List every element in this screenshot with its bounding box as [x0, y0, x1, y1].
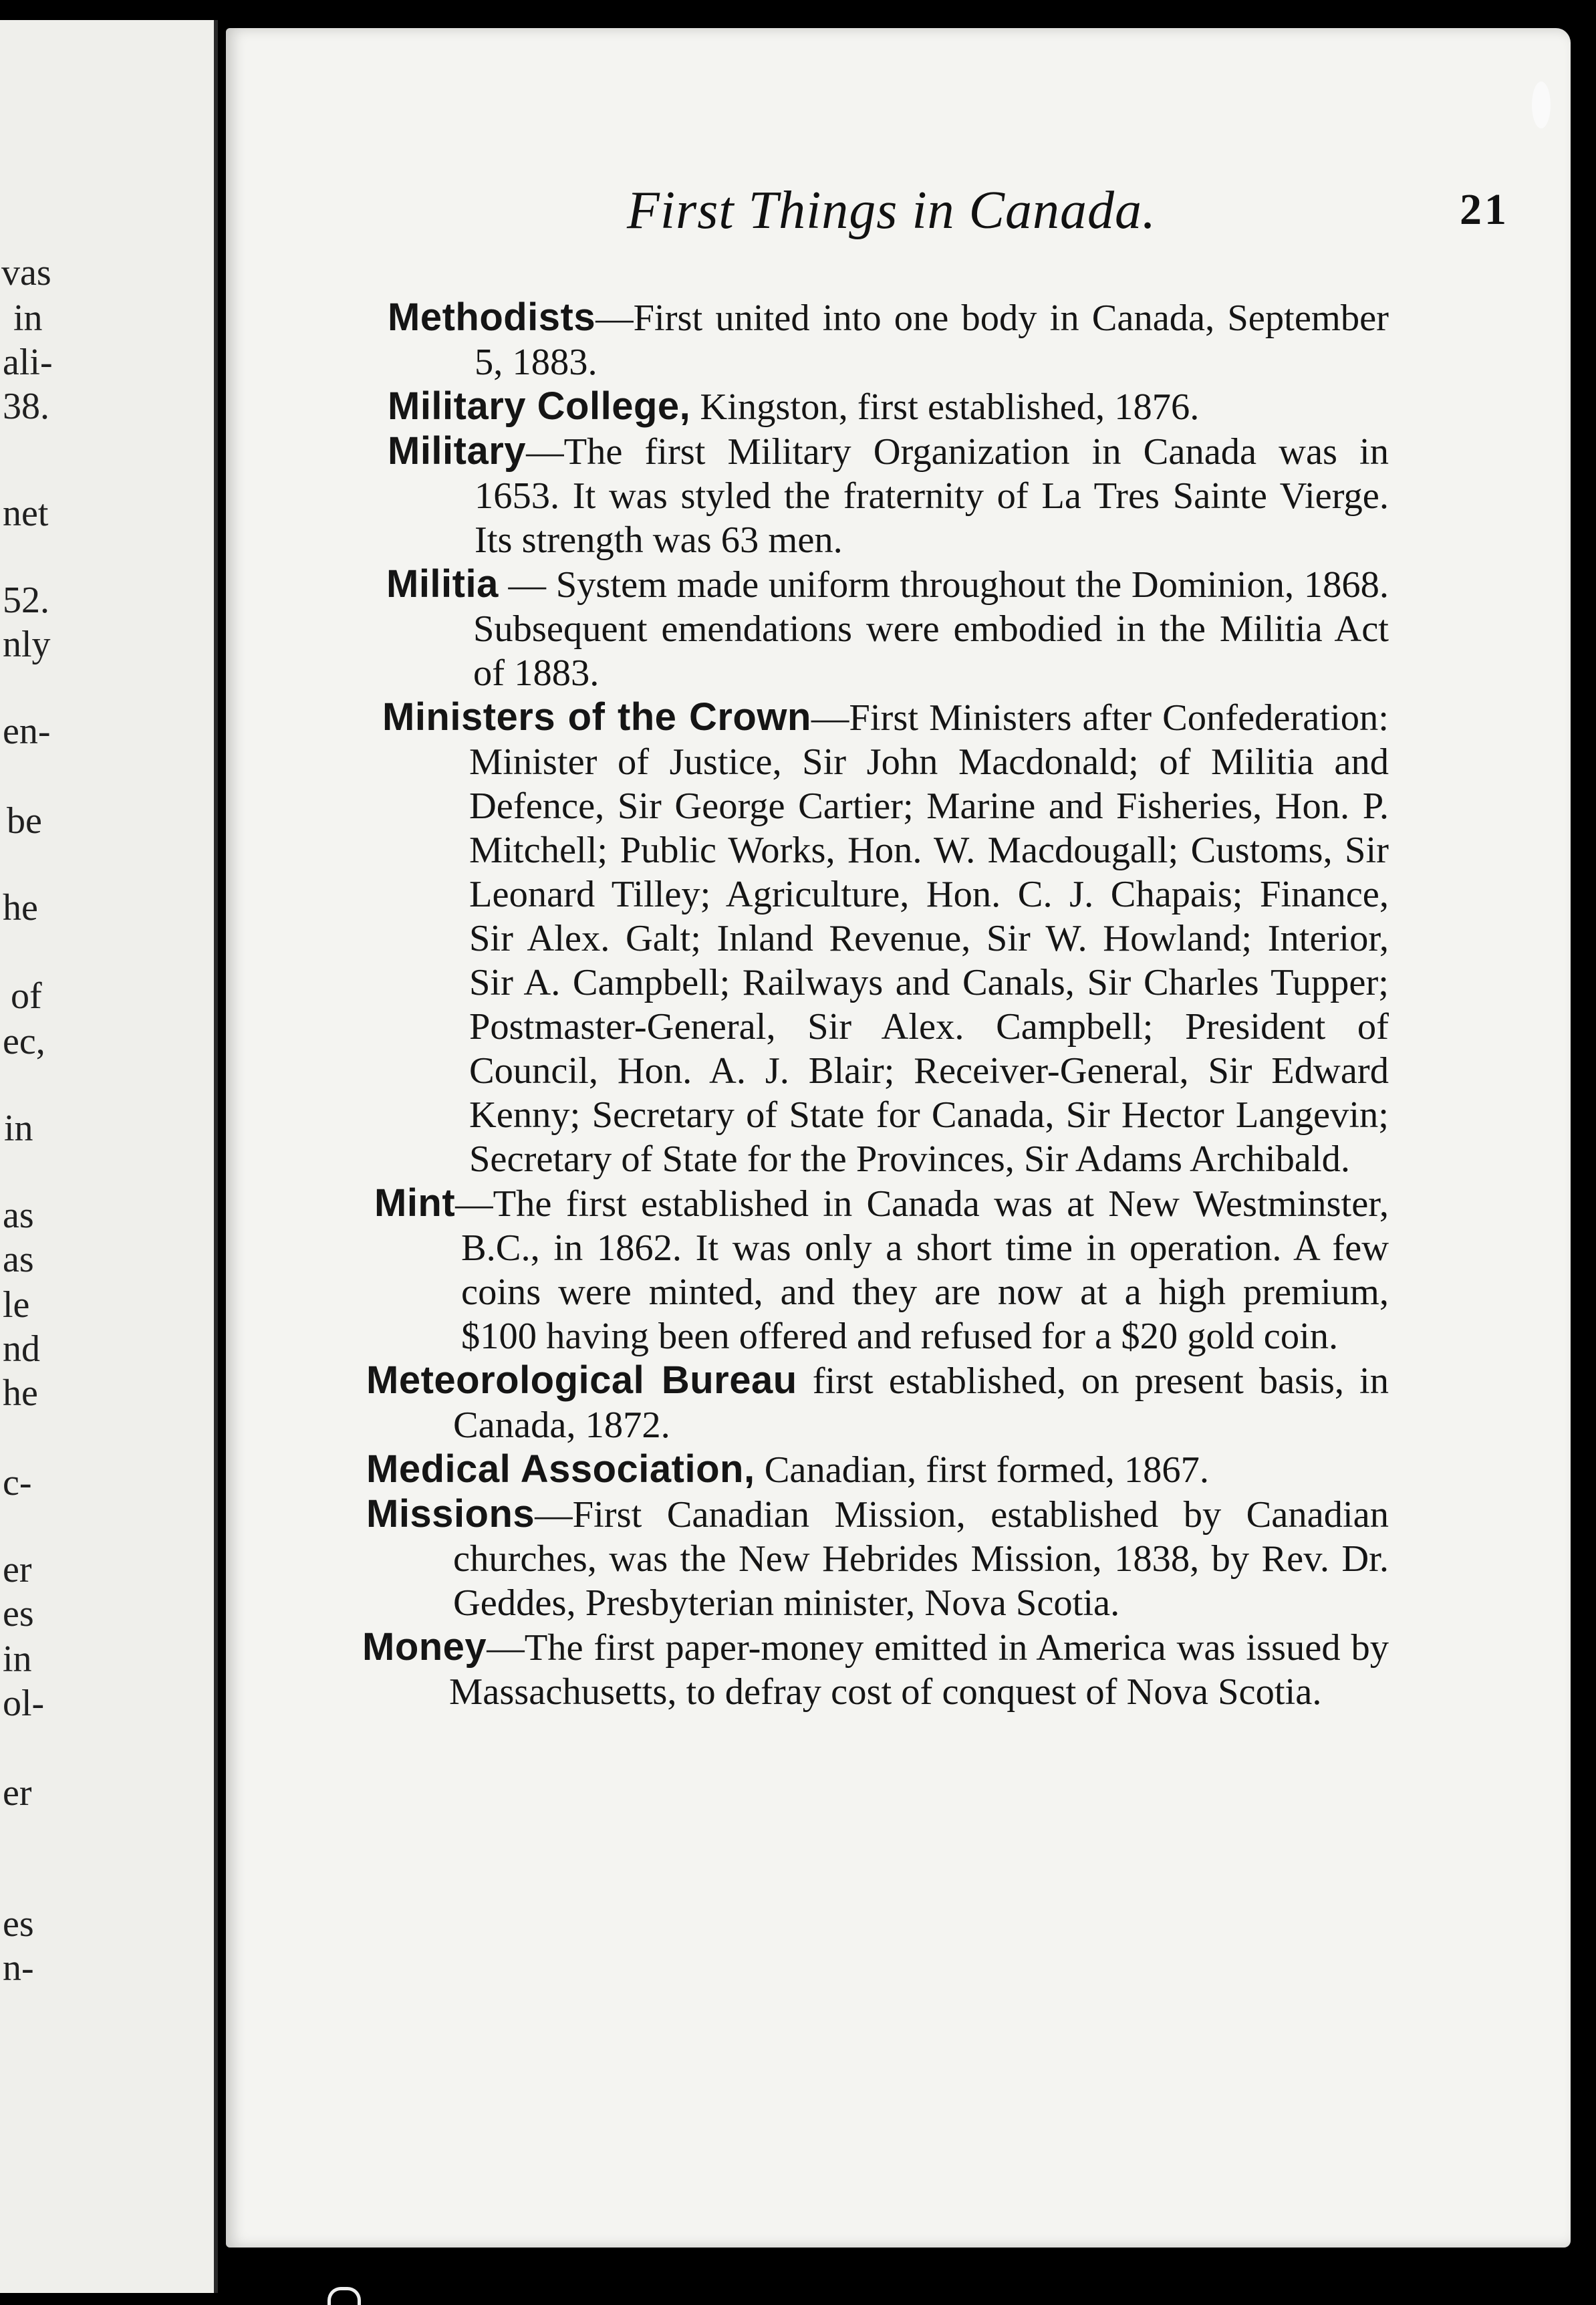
- page-edge-mark: [1532, 82, 1551, 128]
- entry-medical-association: [366, 1447, 1389, 1492]
- left-fragment: 38.: [3, 386, 49, 427]
- entry-headword: Methodists: [388, 295, 596, 339]
- entry-meteorological-bureau: [366, 1358, 1389, 1447]
- entry-methodists: [388, 295, 1389, 384]
- left-fragment: in: [3, 1639, 32, 1680]
- entry-headword: Medical Association,: [366, 1447, 755, 1491]
- running-head: [627, 180, 1536, 247]
- entry-missions: [366, 1492, 1389, 1625]
- entry-text: — System made uniform throughout the Dominion, 1868. Subsequent emendations were embodied in the Militia Act of 1883.: [473, 564, 1389, 694]
- left-fragment: he: [3, 1372, 38, 1414]
- left-fragment: in: [4, 1108, 33, 1149]
- left-fragment: he: [3, 887, 38, 929]
- left-fragment: in: [13, 297, 43, 339]
- left-fragment: c-: [3, 1462, 32, 1503]
- left-fragment: er: [3, 1549, 32, 1590]
- entry-text: —First Ministers after Confederation: Minister of Justice, Sir John Macdonald; of Militia and Defence, Sir George Cartier; Marine and Fisheries, Hon. P. Mitchell; Public Works, Hon. W. Macdougall; Customs, Sir Leonard Tilley; Agriculture, Hon. C. J. Chapais; Finance, Sir Alex. Galt; Inland Revenue, Sir W. Howland; Interior, Sir A. Campbell; Railways and Canals, Sir Charles Tupper; Postmaster-General, Sir Alex. Campbell; President of Council, Hon. A. J. Blair; Receiver-General, Sir Edward Kenny; Secretary of State for Canada, Sir Hector Langevin; Secretary of State for the Provinces, Sir Adams Archibald.: [469, 697, 1389, 1180]
- left-fragment: as: [3, 1239, 34, 1280]
- book-page: [226, 28, 1571, 2248]
- entry-text: Canadian, first formed, 1867.: [755, 1449, 1209, 1491]
- entry-headword: Military: [388, 429, 527, 473]
- entry-mint: [374, 1181, 1389, 1358]
- entry-text: Kingston, first established, 1876.: [690, 386, 1200, 428]
- left-fragment: ol-: [3, 1683, 45, 1724]
- left-fragment: le: [3, 1284, 30, 1326]
- entry-militia: [386, 562, 1389, 695]
- left-fragment: n-: [3, 1947, 34, 1989]
- left-fragment: nd: [3, 1328, 40, 1370]
- left-fragment: ali-: [3, 342, 53, 383]
- entry-headword: Money: [362, 1625, 487, 1669]
- left-fragment: er: [3, 1772, 32, 1814]
- running-title: First Things in Canada.: [627, 181, 1157, 240]
- scan-edge-mark: [327, 2287, 361, 2305]
- entry-text: first established, on present basis, in Canada, 1872.: [453, 1360, 1389, 1446]
- entry-headword: Militia: [386, 562, 499, 606]
- entry-text: —The first Military Organization in Canada was in 1653. It was styled the fraternity of La Tres Sainte Vierge. Its strength was 63 men.: [475, 431, 1389, 561]
- entry-ministers-of-the-crown: [382, 695, 1389, 1181]
- entry-text: —First Canadian Mission, established by Canadian churches, was the New Hebrides Mission, 1838, by Rev. Dr. Geddes, Presbyterian minister, Nova Scotia.: [453, 1494, 1389, 1624]
- entry-text: —The first paper-money emitted in America was issued by Massachusetts, to defray cost of conquest of Nova Scotia.: [449, 1627, 1389, 1713]
- left-fragment: 52.: [3, 580, 49, 621]
- entry-military: [388, 429, 1389, 562]
- left-fragment: en-: [3, 711, 51, 752]
- left-page-text-column: [0, 20, 214, 2293]
- left-fragment: ec,: [3, 1021, 45, 1062]
- entry-headword: Missions: [366, 1492, 535, 1536]
- left-fragment: of: [11, 975, 42, 1017]
- entry-text: —First united into one body in Canada, September 5, 1883.: [475, 297, 1389, 383]
- entry-headword: Ministers of the Crown: [382, 695, 811, 739]
- left-fragment: es: [3, 1903, 34, 1945]
- entry-headword: Mint: [374, 1181, 456, 1225]
- entry-money: [362, 1625, 1389, 1714]
- left-fragment: vas: [1, 252, 51, 293]
- entry-headword: Military College,: [388, 384, 691, 428]
- left-page-fragment: [0, 20, 218, 2293]
- left-fragment: net: [3, 493, 49, 534]
- page-number: 21: [1460, 185, 1509, 234]
- left-fragment: es: [3, 1593, 34, 1634]
- entry-headword: Meteorological Bureau: [366, 1358, 797, 1402]
- left-fragment: as: [3, 1195, 34, 1236]
- left-fragment: nly: [3, 624, 51, 665]
- entry-military-college: [388, 384, 1389, 429]
- left-fragment: be: [7, 800, 42, 842]
- entry-list: [362, 295, 1389, 1714]
- entry-text: —The first established in Canada was at New Westminster, B.C., in 1862. It was only a short time in operation. A few coins were minted, and they are now at a high premium, $100 having been offered and refused for a $20 gold coin.: [455, 1183, 1389, 1357]
